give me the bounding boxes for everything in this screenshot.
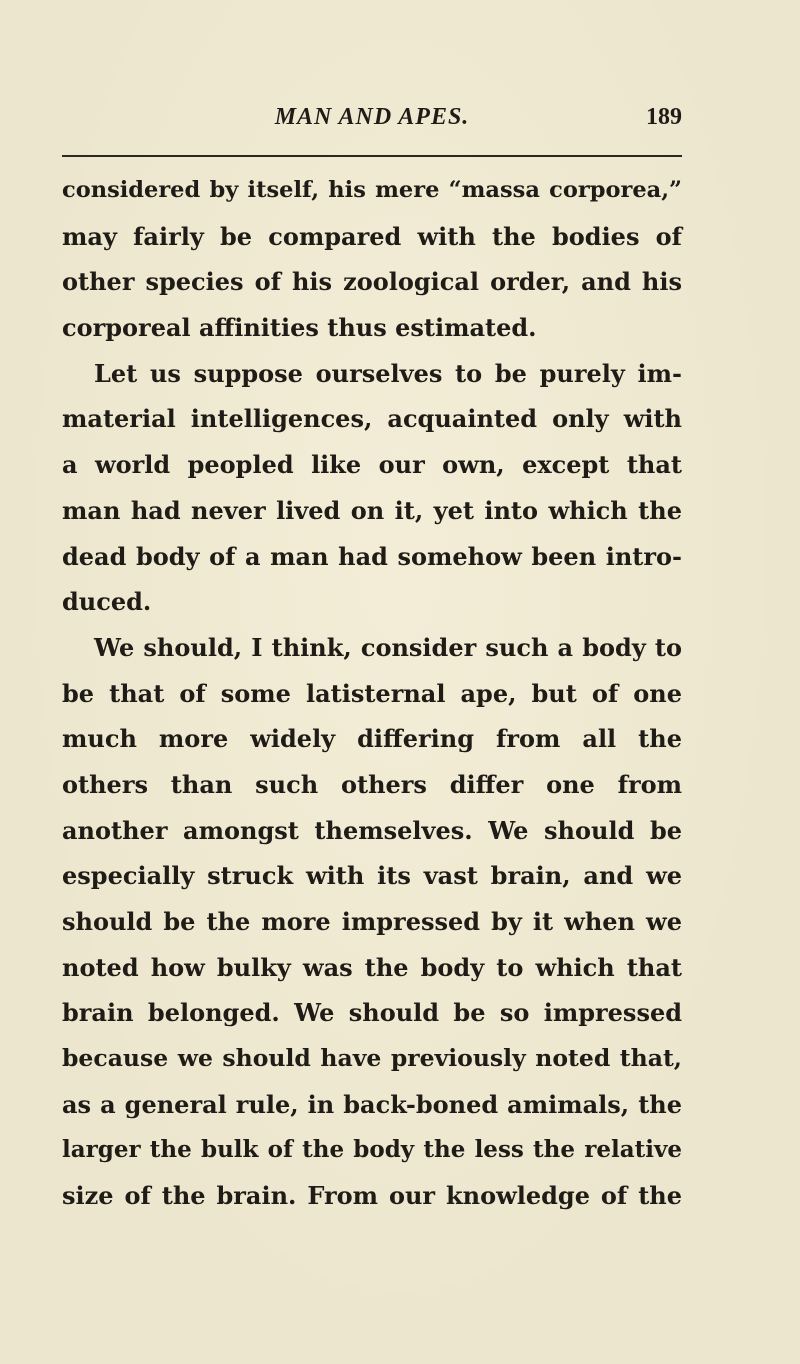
text-line: much more widely differing from all the [62,724,682,754]
header-rule [62,155,682,157]
text-line: material intelligences, acquainted only with [62,404,682,434]
body-text [62,168,682,1219]
text-line: We should, I think, consider such a body to [94,632,682,662]
text-line: should be the more impressed by it when we [62,907,682,936]
text-line: Let us suppose ourselves to be purely im- [94,358,682,388]
text-line: duced. [62,587,152,617]
text-line: may fairly be compared with the bodies of [62,221,682,251]
text-line: because we should have previously noted that, [62,1044,682,1073]
running-head: MAN AND APES. [274,104,470,130]
text-line: dead body of a man had somehow been intro- [62,541,682,571]
text-line: another amongst themselves. We should be [62,815,682,845]
text-line: other species of his zoological order, and his [62,267,682,297]
text-line: larger the bulk of the body the less the relative [62,1136,682,1164]
text-line: be that of some latisternal ape, but of one [62,678,682,708]
text-line: others than such others differ one from [62,769,682,799]
text-line: brain belonged. We should be so impressed [62,998,682,1028]
text-line: especially struck with its vast brain, and we [62,861,682,891]
text-line: man had never lived on it, yet into which the [62,495,682,525]
page-header [62,104,682,140]
text-line: a world peopled like our own, except that [62,450,682,480]
text-line: size of the brain. From our knowledge of the [62,1181,682,1211]
text-line: considered by itself, his mere “massa corporea,” [62,177,682,203]
text-line: corporeal affinities thus estimated. [62,313,537,343]
page-number: 189 [646,104,682,130]
text-line: noted how bulky was the body to which that [62,952,682,982]
text-line: as a general rule, in back-boned amimals, the [62,1089,682,1119]
